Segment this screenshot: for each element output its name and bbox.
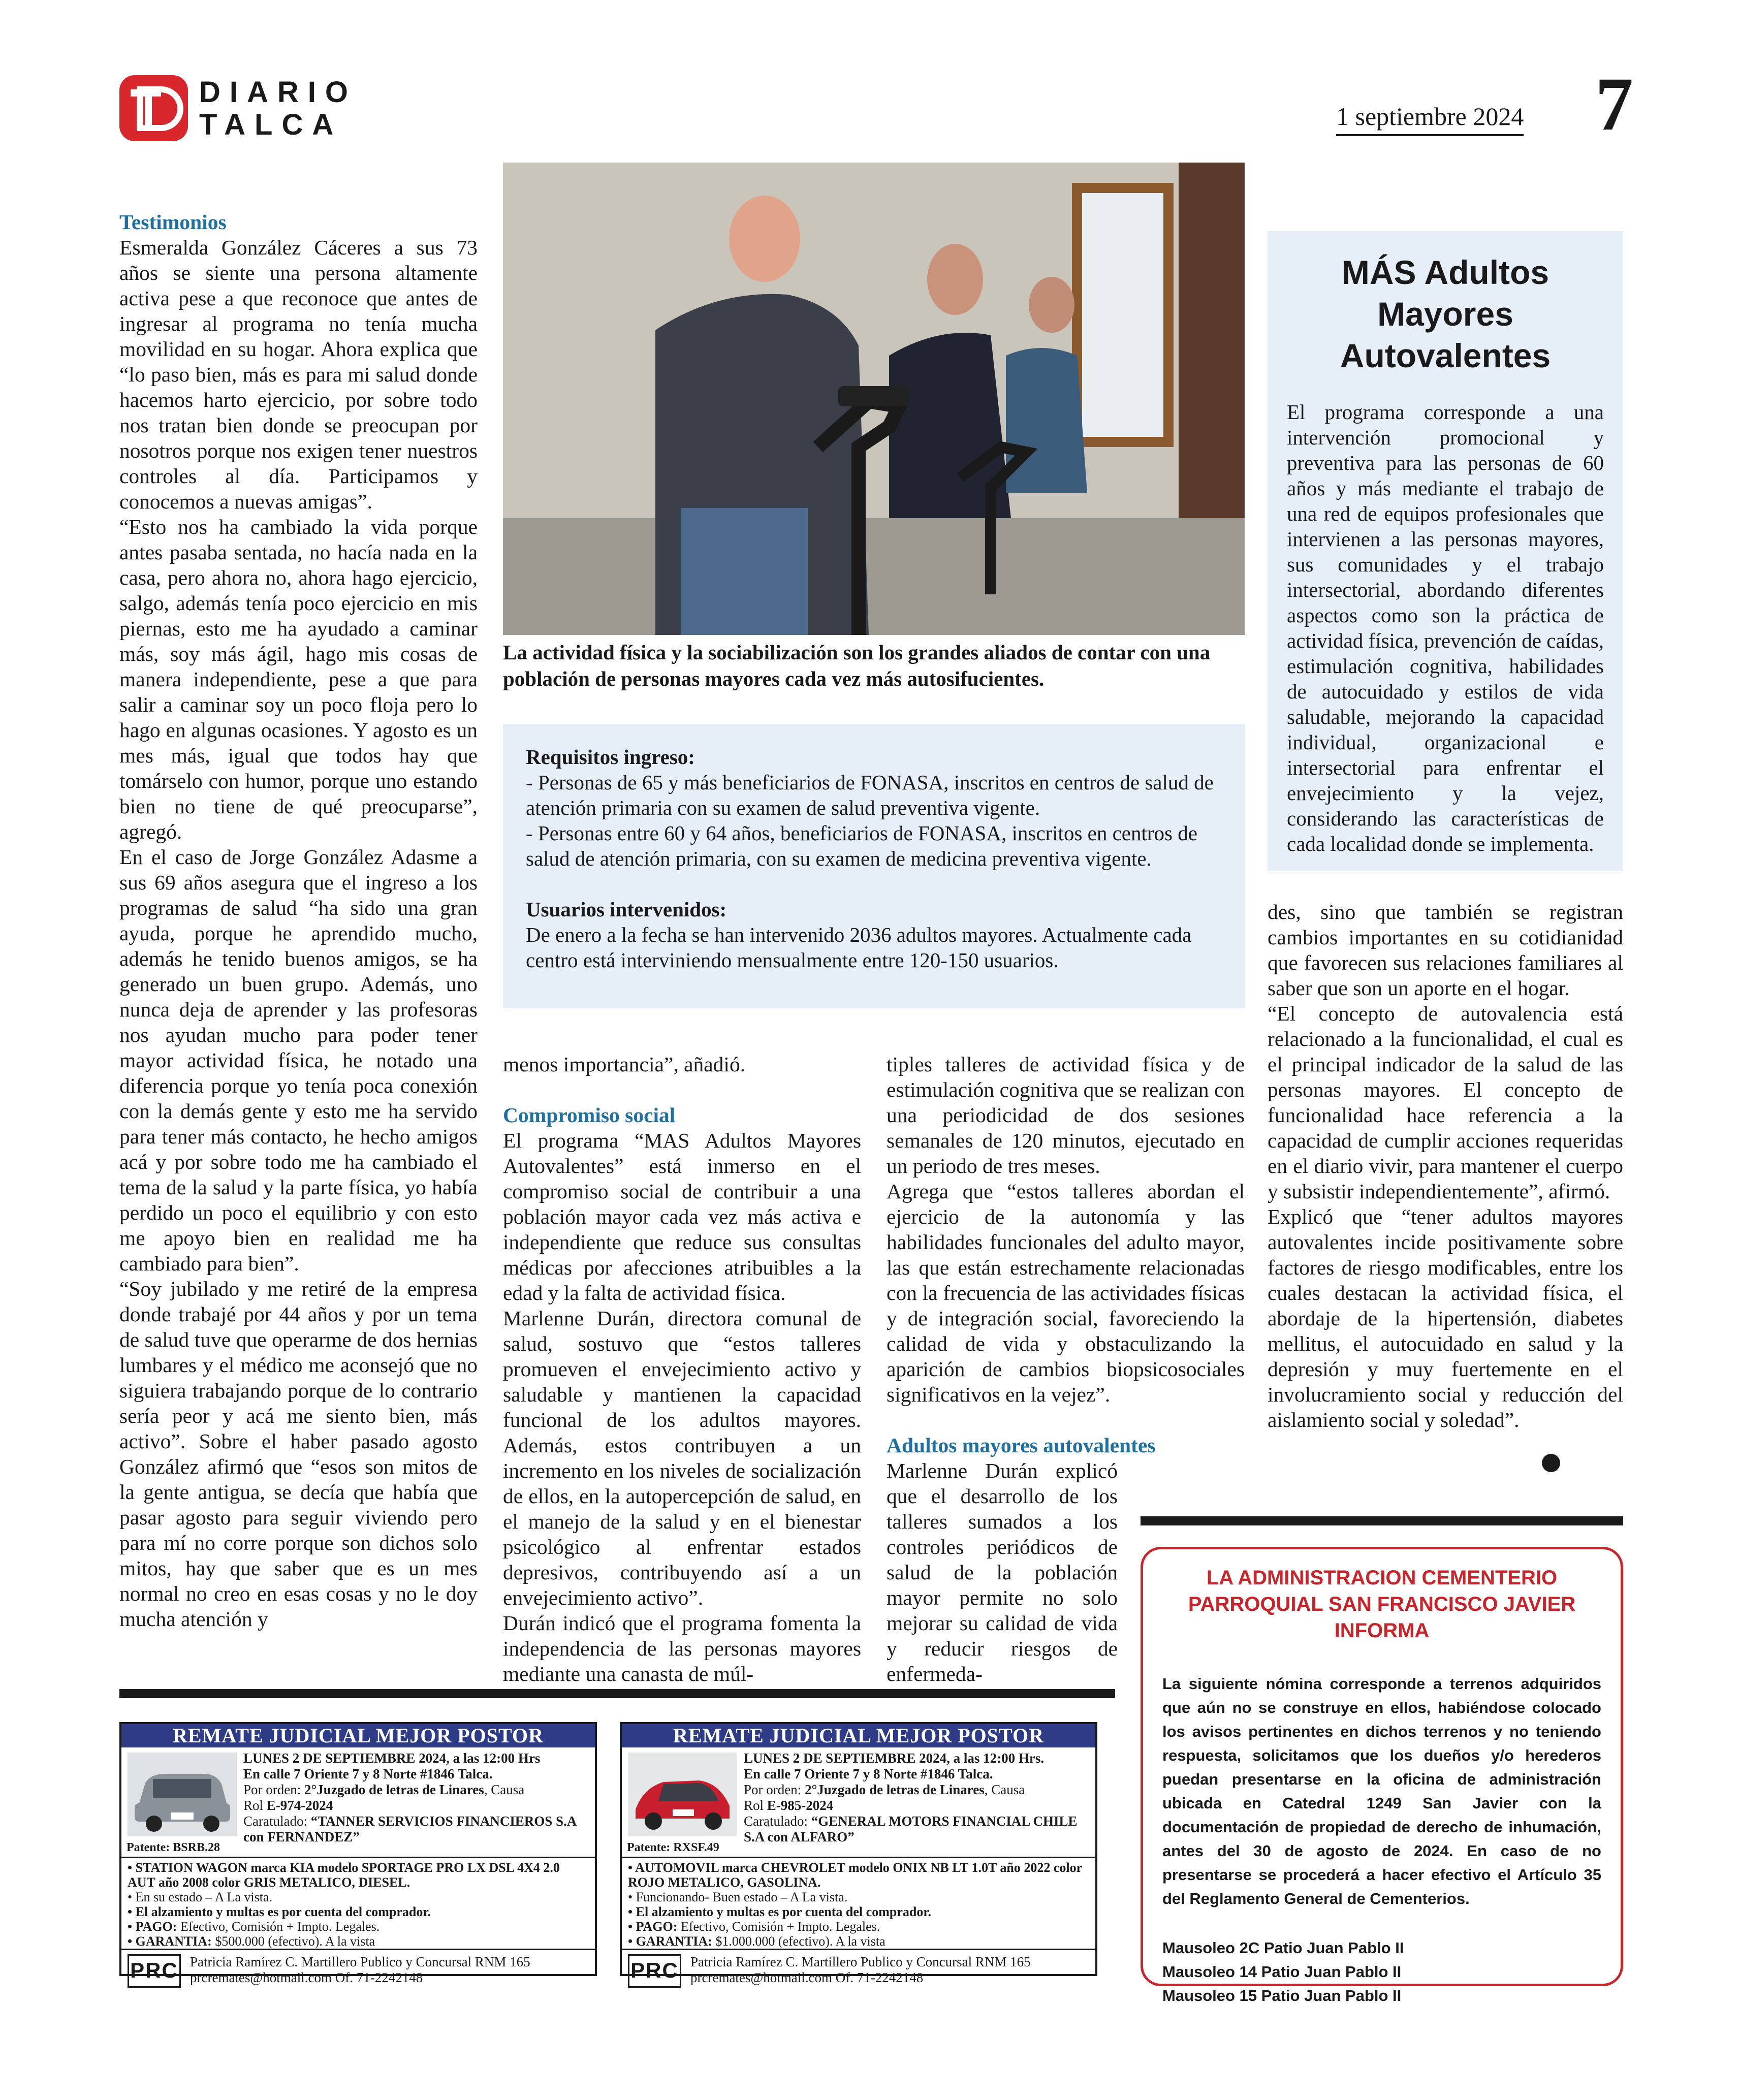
paragraph: “Soy jubilado y me retiré de la empresa donde trabajé por 44 años y por un tema de salud tuve que operarme de dos hernias lumbares y el médico me aconsejó que no siguiera trabajando porque de lo contrario sería peor y acá me siento bien, más activo”. Sobre el haber pasado agosto González afirmó que “esos son mitos de la gente antigua, se decía que había que pasar agosto para seguir viviendo pero para mí no corre porque son dichos solo mitos, hay que saber que es un mes normal no creo en esas cosas y no le doy mucha atención y [119,1277,478,1631]
remate-info [243,1751,591,1845]
pago [628,1919,1089,1934]
order-prefix: Por orden: [744,1782,802,1797]
usuarios-title: Usuarios intervenidos: [526,898,727,921]
alzamiento: • El alzamiento y multas es por cuenta del comprador. [628,1904,931,1919]
remate-ad-chevrolet [620,1722,1097,1985]
article-column-1 [119,209,478,1632]
sidebar-box [1268,231,1623,871]
usuarios-text: De enero a la fecha se han intervenido 2036 adultos mayores. Actualmente cada centro está interviniendo mensualmente entre 120-150 usuarios. [526,923,1192,972]
paragraph: tiples talleres de actividad física y de estimulación cognitiva que se realizan con una periodicidad de dos sesiones semanales de 120 minutos, ejecutado en un periodo de tres meses. [887,1053,1245,1178]
subhead-adultos-autovalentes: Adultos mayores autovalentes [887,1434,1156,1457]
martillero-contact: prcremates@hotmail.com Of. 71-2242148 [190,1970,423,1985]
paragraph: Esmeralda González Cáceres a sus 73 años se siente una persona altamente activa pese a que reconoce que antes de ingresar al programa no tenía mucha movilidad en su hogar. Ahora explica que “lo paso bien, más es para mi salud donde hacemos harto ejercicio, por sobre todo nos tratan bien donde se preocupan por nosotros porque nos exigen tener nuestros controles al día. Participamos y conocemos a nuevas amigas”. [119,236,478,513]
issue-date: 1 septiembre 2024 [1336,102,1524,136]
remate-date: LUNES 2 DE SEPTIEMBRE 2024, a las 12:00 Hrs [243,1751,541,1766]
paragraph: El programa “MAS Adultos Mayores Autovalentes” está inmerso en el compromiso social de contribuir a una población mayor cada vez más activa e independiente que reduce sus consultas médicas por afecciones atribuibles a la edad y la falta de actividad física. [503,1129,861,1304]
paragraph: “El concepto de autovalencia está relacionado a la funcionalidad, el cual es el principal indicador de la salud de las personas mayores. El concepto de funcionalidad hace referencia a la capacidad de cumplir acciones requeridas en el diario vivir, para mantener el cuerpo y subsistir independientemente”, afirmó. [1268,1002,1623,1203]
remate-date: LUNES 2 DE SEPTIEMBRE 2024, a las 12:00 Hrs. [744,1751,1045,1766]
garantia-text: $500.000 (efectivo). A la vista [215,1934,375,1949]
garantia [628,1934,1089,1949]
remate-order [243,1782,591,1798]
remate-address: En calle 7 Oriente 7 y 8 Norte #1846 Talca. [744,1766,993,1781]
pago-text: Efectivo, Comisión + Impto. Legales. [680,1919,880,1934]
photo-caption: La actividad física y la sociabilización son los grandes aliados de contar con una población de personas mayores cada vez más autosifucientes. [503,641,1211,690]
garantia-text: $1.000.000 (efectivo). A la vista [715,1934,885,1949]
article-column-2 [503,1052,861,1687]
diario-talca-logo-icon [119,75,188,141]
article-column-3 [887,1052,1245,1458]
vehicle-state: • Funcionando- Buen estado – A La vista. [628,1890,848,1904]
article-column-4 [1268,899,1623,1433]
remate-ad-kia [119,1722,597,1985]
order-suffix: , Causa [984,1782,1025,1797]
remate-order [744,1782,1092,1798]
garantia [128,1934,589,1949]
garantia-label: • GARANTIA: [128,1934,212,1949]
list-item: Mausoleo 2C Patio Juan Pablo II [1162,1939,1404,1957]
requisitos-box [503,724,1245,1008]
car-icon [128,1753,237,1836]
logo-wordmark [199,76,357,141]
martillero-contact: prcremates@hotmail.com Of. 71-2242148 [690,1970,924,1985]
pago-text: Efectivo, Comisión + Impto. Legales. [180,1919,380,1934]
remate-rol [243,1798,591,1813]
caratulado-text: “GENERAL MOTORS FINANCIAL CHILE S.A con ALFARO” [744,1813,1078,1844]
notice-title: LA ADMINISTRACION CEMENTERIO PARROQUIAL SAN FRANCISCO JAVIER INFORMA [1188,1567,1576,1642]
subhead-testimonios: Testimonios [119,210,227,234]
requisitos-title: Requisitos ingreso: [526,745,695,769]
remate-caratulado [744,1813,1092,1845]
list-item: Mausoleo 15 Patio Juan Pablo II [1162,1987,1402,2004]
page-number: 7 [1595,62,1633,146]
order-court: 2°Juzgado de letras de Linares [804,1782,985,1797]
paragraph: Explicó que “tener adultos mayores autovalentes incide positivamente sobre factores de riesgo modificables, entre los cuales destacan la actividad física, el abordaje de la hipertensión, diabetes mellitus, el autocuidado en salud y la depresión y muy fuertemente en el involucramiento social y reducción del aislamiento social y soledad”. [1268,1205,1623,1431]
requisitos-item: - Personas entre 60 y 64 años, beneficiarios de FONASA, inscritos en centros de salud de atención primaria, con su examen de medicina preventiva vigente. [526,821,1197,870]
paragraph: menos importancia”, añadió. [503,1053,746,1076]
remate-description [622,1858,1095,1949]
article-column-3-tail [887,1458,1118,1687]
remate-rol [744,1798,1092,1813]
martillero-name: Patricia Ramírez C. Martillero Publico y Concursal RNM 165 [690,1954,1031,1969]
cementerio-notice [1141,1547,1623,2004]
logo-line-diario: DIARIO [199,76,357,109]
divider-notice-top [1141,1516,1623,1525]
divider-bottom-left [119,1689,1115,1698]
paragraph: “Esto nos ha cambiado la vida porque antes pasaba sentada, no hacía nada en la casa, pero ahora no, ahora hago ejercicio, salgo, además tenía poco ejercicio en mis piernas, esto me ha ayudado a caminar más, soy más ágil, hago mis cosas de manera independiente, pese a que para salir a caminar soy un poco floja pero lo hago en algunas ocasiones. Y agosto es un mes más, igual que todos hay que tomárselo con humor, porque uno estando bien no tiene de qué preocuparse”, agregó. [119,515,478,843]
rol-number: E-985-2024 [767,1798,834,1813]
list-item: Mausoleo 14 Patio Juan Pablo II [1162,1963,1402,1981]
pago-label: • PAGO: [128,1919,177,1934]
vehicle-description: • STATION WAGON marca KIA modelo SPORTAGE PRO LX DSL 4X4 2.0 AUT año 2008 color GRIS METALICO, DIESEL. [128,1860,560,1890]
order-court: 2°Juzgado de letras de Linares [304,1782,484,1797]
patente-label: Patente: RXSF.49 [627,1841,719,1854]
car-icon [628,1753,737,1836]
caratulado-prefix: Caratulado: [744,1813,808,1829]
paragraph: Marlenne Durán, directora comunal de salud, sostuvo que “estos talleres promueven el envejecimiento activo y saludable y mantienen la capacidad funcional de los adultos mayores. Además, estos contribuyen a un incremento en los niveles de socialización de ellos, en la autopercepción de salud, en el manejo de la salud y en el bienestar psicológico al enfrentar estados depresivos, contribuyendo así a un envejecimiento activo”. [503,1307,861,1609]
paragraph: Durán indicó que el programa fomenta la independencia de las personas mayores mediante una canasta de múl- [503,1611,861,1685]
prc-logo-icon: PRC [628,1954,681,1988]
notice-list [1162,1936,1601,2008]
pago-label: • PAGO: [628,1919,678,1934]
caratulado-prefix: Caratulado: [243,1813,307,1829]
article-photo-exercise-bikes [503,163,1245,635]
pago [128,1919,589,1934]
end-of-article-dot-icon [1542,1454,1560,1472]
martillero-info [190,1954,530,1986]
remate-title: REMATE JUDICIAL MEJOR POSTOR [622,1724,1095,1747]
sidebar-title: MÁS Adultos Mayores Autovalentes [1340,253,1551,374]
paragraph: Agrega que “estos talleres abordan el ejercicio de la autonomía y las habilidades funcionales del adulto mayor, las que están estrechamente relacionadas con la frecuencia de las actividades físicas y de integración social, favoreciendo la calidad de vida y obstaculizando la aparición de cambios biopsicosociales significativos en la vejez”. [887,1180,1245,1406]
requisitos-item: - Personas de 65 y más beneficiarios de FONASA, inscritos en centros de salud de atención primaria con su examen de salud preventiva vigente. [526,771,1214,819]
remate-title: REMATE JUDICIAL MEJOR POSTOR [121,1724,595,1747]
caratulado-text: “TANNER SERVICIOS FINANCIEROS S.A con FERNANDEZ” [243,1813,576,1844]
logo-line-talca: TALCA [199,108,343,141]
martillero-name: Patricia Ramírez C. Martillero Publico y Concursal RNM 165 [190,1954,530,1969]
vehicle-state: • En su estado – A La vista. [128,1890,272,1904]
paragraph: des, sino que también se registran cambios importantes en su cotidianidad que favorecen sus relaciones familiares al saber que son un aporte en el hogar. [1268,900,1623,1000]
rol-number: E-974-2024 [266,1798,333,1813]
remate-info [744,1751,1092,1845]
prc-logo-icon: PRC [128,1954,181,1988]
notice-body: La siguiente nómina corresponde a terrenos adquiridos que aún no se construye en ellos, habiéndose colocado los avisos pertinentes en dichos terrenos y no teniendo respuesta, solicitamos que los dueños y/o herederos puedan presentarse en la oficina de administración ubicada en Catedral 1249 San Javier con la documentación de propiedad de derecho de inhumación, antes del 30 de agosto de 2024. En caso de no presentarse se procederá a hacer efectivo el Artículo 35 del Reglamento General de Cementerios. [1162,1675,1601,1907]
vehicle-description: • AUTOMOVIL marca CHEVROLET modelo ONIX NB LT 1.0T año 2022 color ROJO METALICO, GASOLINA. [628,1860,1082,1890]
patente-label: Patente: BSRB.28 [126,1841,220,1854]
paragraph: En el caso de Jorge González Adasme a sus 69 años asegura que el ingreso a los programas de salud “ha sido una gran ayuda, porque he aprendido mucho, además he tenido buenos amigos, se ha generado un buen grupo. Además, uno nunca deja de aprender y las profesoras nos ayudan mucho para poder tener mayor actividad física, he notado una diferencia porque yo tenía poca conexión con la demás gente y esto me ha servido para tener más contacto, he hecho amigos acá y por sobre todo me ha cambiado el tema de la salud y la parte física, yo había perdido un poco el equilibrio y con esto me apoyo bien en realidad me ha cambiado para bien”. [119,845,478,1275]
order-suffix: , Causa [484,1782,525,1797]
alzamiento: • El alzamiento y multas es por cuenta del comprador. [128,1904,431,1919]
remate-description [121,1858,595,1949]
garantia-label: • GARANTIA: [628,1934,712,1949]
order-prefix: Por orden: [243,1782,301,1797]
rol-prefix: Rol [744,1798,764,1813]
subhead-compromiso-social: Compromiso social [503,1103,676,1127]
martillero-info [690,1954,1031,1986]
sidebar-body: El programa corresponde a una intervención promocional y preventiva para las personas de 60 años y más mediante el trabajo de una red de equipos profesionales que intervienen a las personas mayores, sus comunidades y el trabajo intersectorial, abordando diferentes aspectos como son la práctica de actividad física, prevención de caídas, estimulación cognitiva, habilidades de autocuidado y estilos de vida saludable, mejorando la capacidad individual, organizacional e intersectorial para enfrentar el envejecimiento y la vejez, considerando las características de cada localidad donde se implementa. [1287,400,1604,855]
rol-prefix: Rol [243,1798,264,1813]
paragraph: Marlenne Durán explicó que el desarrollo de los talleres sumados a los controles periódicos de salud de la población mayor permite no solo mejorar su calidad de vida y reducir riesgos de enfermeda- [887,1459,1118,1685]
remate-caratulado [243,1813,591,1845]
remate-address: En calle 7 Oriente 7 y 8 Norte #1846 Talca. [243,1766,493,1781]
